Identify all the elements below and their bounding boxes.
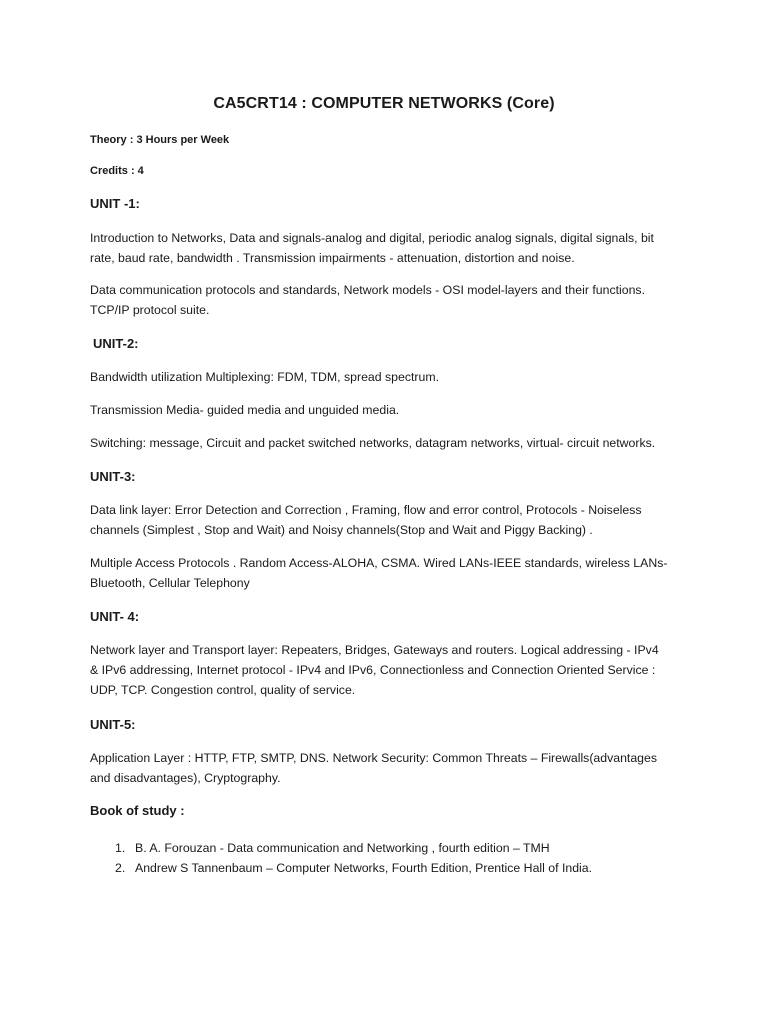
unit-2-paragraph [90, 433, 690, 453]
unit-1-heading: UNIT -1: [90, 196, 140, 211]
text-line: Switching: message, Circuit and packet switched networks, datagram networks, virtual- circuit networks. [90, 436, 656, 450]
text-line: TCP/IP protocol suite. [90, 303, 210, 317]
unit-5-paragraph [90, 748, 690, 788]
list-item [90, 858, 710, 878]
unit-3-heading: UNIT-3: [90, 469, 136, 484]
text-line: Data communication protocols and standards, Network models - OSI model-layers and their functions. [90, 283, 645, 297]
text-line: and disadvantages), Cryptography. [90, 771, 281, 785]
unit-2-paragraph [90, 367, 690, 387]
unit-5-heading: UNIT-5: [90, 717, 136, 732]
unit-2-paragraph [90, 400, 690, 420]
list-item-text: Andrew S Tannenbaum – Computer Networks, Fourth Edition, Prentice Hall of India. [135, 861, 593, 875]
unit-2-heading: UNIT-2: [93, 336, 139, 351]
text-line: Bluetooth, Cellular Telephony [90, 576, 250, 590]
book-of-study-heading: Book of study : [90, 803, 185, 818]
text-line: Multiple Access Protocols . Random Access-ALOHA, CSMA. Wired LANs-IEEE standards, wireless LANs- [90, 556, 668, 570]
list-item-number: 1. [115, 841, 126, 855]
text-line: UDP, TCP. Congestion control, quality of service. [90, 683, 356, 697]
text-line: Data link layer: Error Detection and Correction , Framing, flow and error control, Protocols - Noiseless [90, 503, 642, 517]
text-line: rate, baud rate, bandwidth . Transmission impairments - attenuation, distortion and noise. [90, 251, 575, 265]
text-line: Bandwidth utilization Multiplexing: FDM, TDM, spread spectrum. [90, 370, 440, 384]
page-title: CA5CRT14 : COMPUTER NETWORKS (Core) [213, 95, 555, 112]
unit-3-paragraph [90, 500, 690, 540]
book-list [90, 838, 710, 878]
text-line: Network layer and Transport layer: Repeaters, Bridges, Gateways and routers. Logical addressing - IPv4 [90, 643, 659, 657]
text-line: Application Layer : HTTP, FTP, SMTP, DNS. Network Security: Common Threats – Firewalls(advantages [90, 751, 658, 765]
list-item-number: 2. [115, 861, 126, 875]
list-item [90, 838, 710, 858]
unit-4-heading: UNIT- 4: [90, 609, 140, 624]
text-line: channels (Simplest , Stop and Wait) and Noisy channels(Stop and Wait and Piggy Backing) . [90, 523, 593, 537]
unit-1-paragraph [90, 280, 690, 320]
text-line: Introduction to Networks, Data and signals-analog and digital, periodic analog signals, digital signals, bit [90, 231, 654, 245]
unit-4-paragraph [90, 640, 690, 700]
credits: Credits : 4 [90, 165, 144, 177]
theory-hours: Theory : 3 Hours per Week [90, 134, 230, 146]
text-line: & IPv6 addressing, Internet protocol - IPv4 and IPv6, Connectionless and Connection Oriented Service : [90, 663, 656, 677]
text-line: Transmission Media- guided media and unguided media. [90, 403, 400, 417]
list-item-text: B. A. Forouzan - Data communication and Networking , fourth edition – TMH [135, 841, 550, 855]
unit-3-paragraph [90, 553, 690, 593]
unit-1-paragraph [90, 228, 690, 268]
